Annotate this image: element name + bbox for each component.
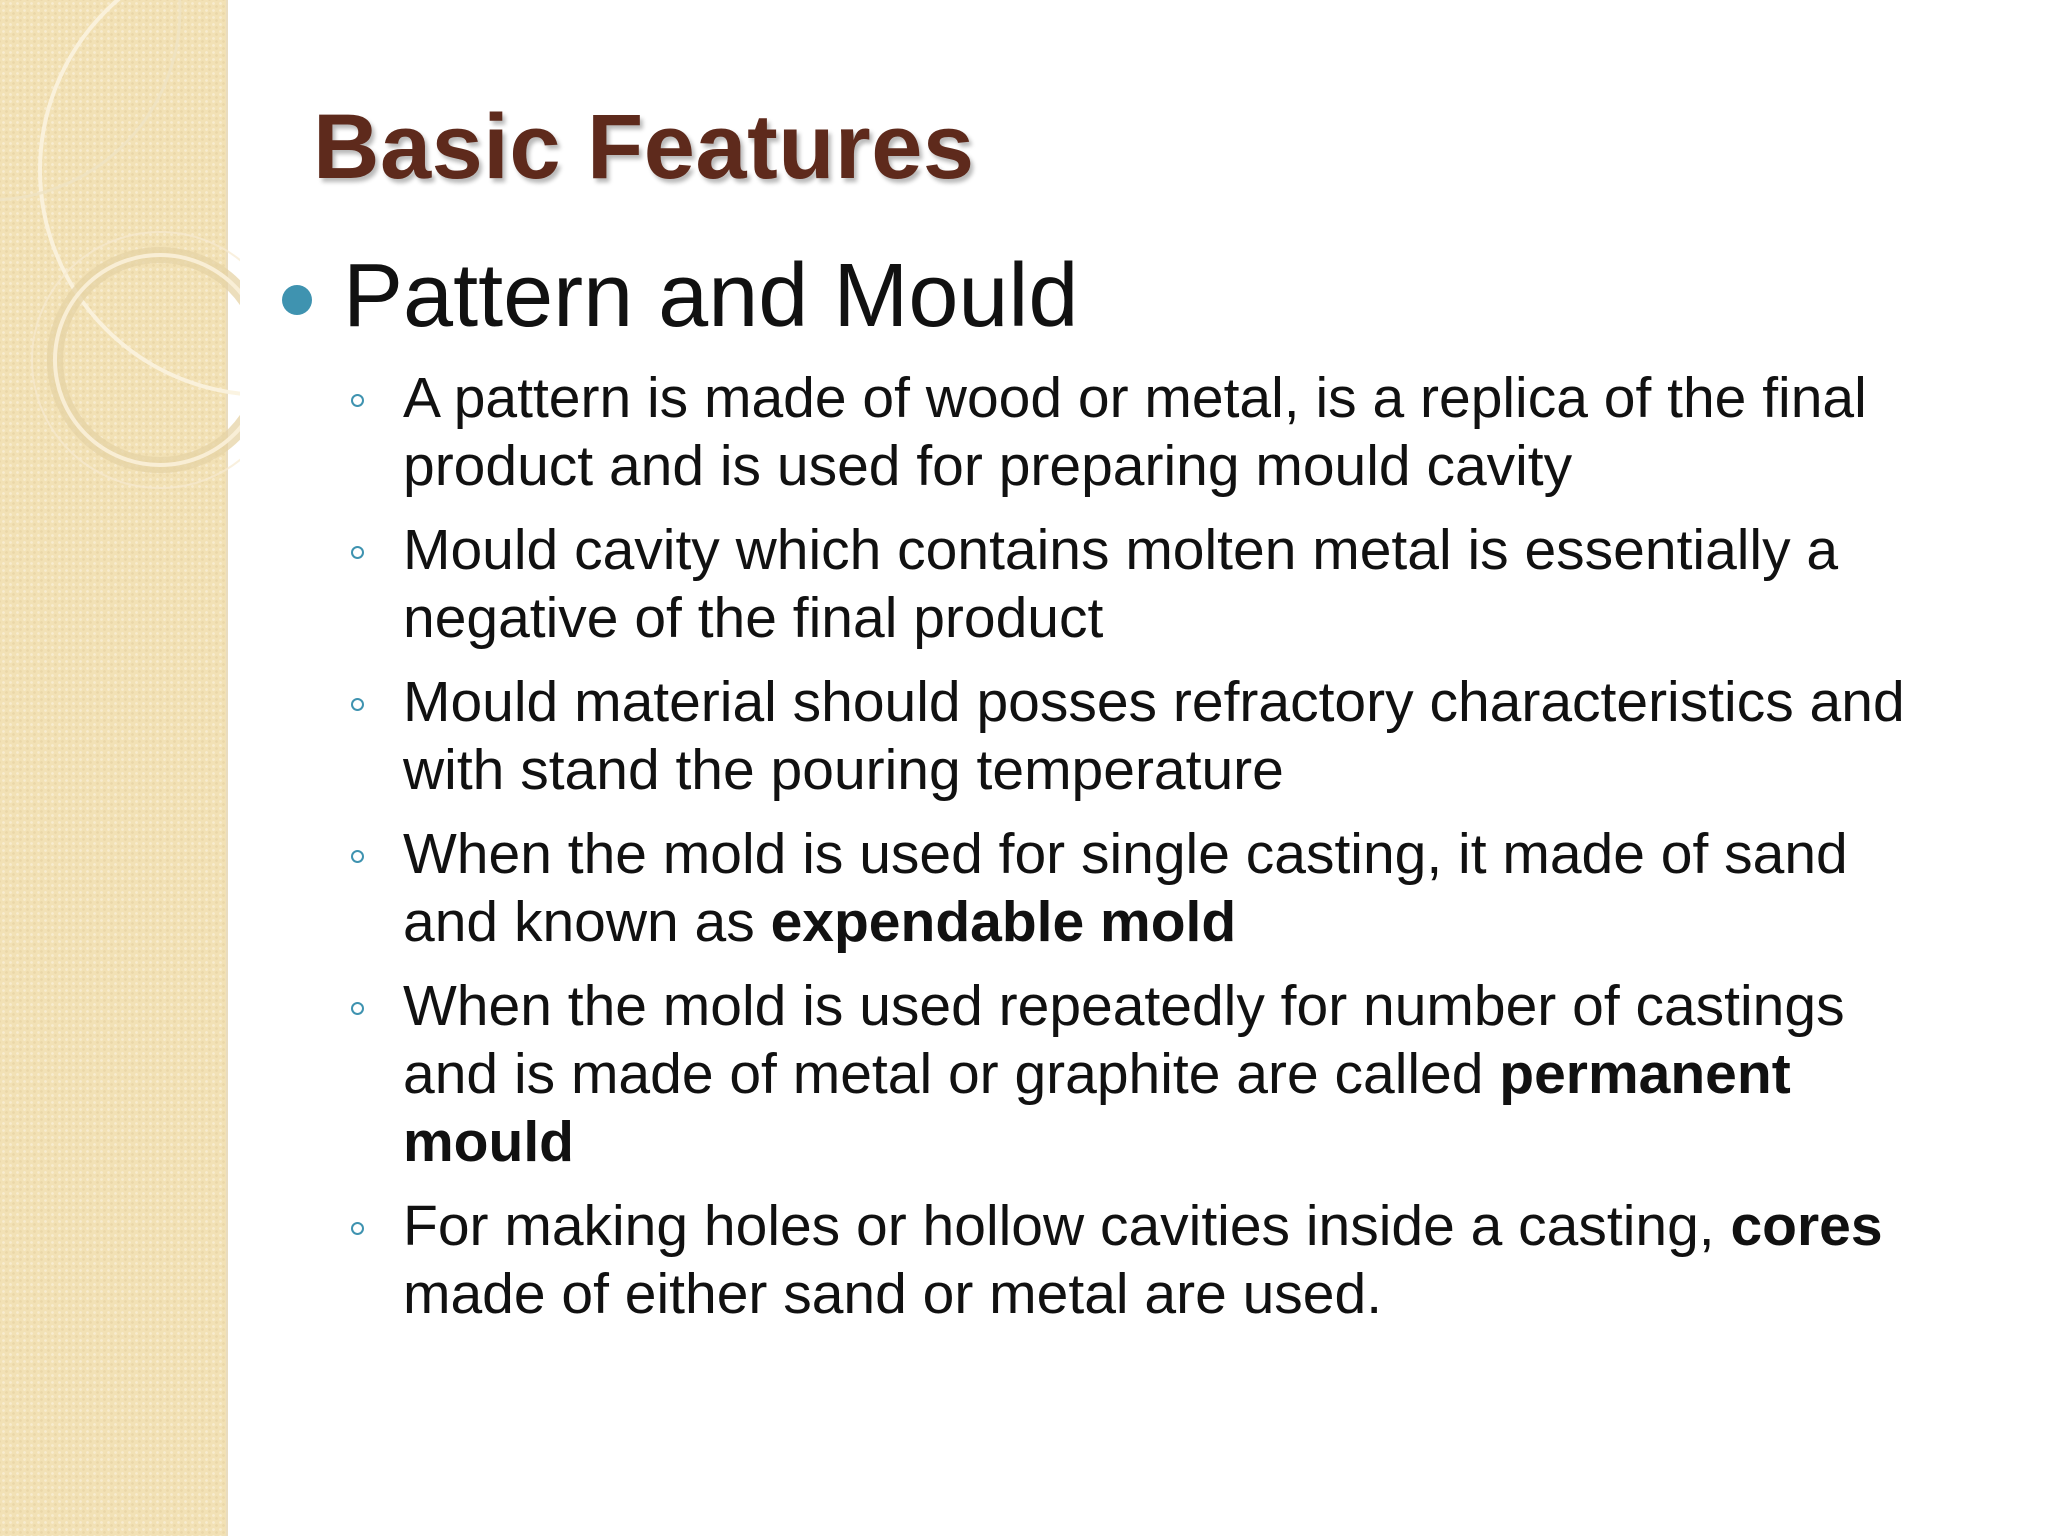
slide-title: Basic Features bbox=[313, 96, 975, 198]
list-item bbox=[351, 972, 1911, 1176]
hollow-bullet-icon bbox=[351, 698, 364, 711]
hollow-bullet-icon bbox=[351, 1002, 364, 1015]
hollow-bullet-icon bbox=[351, 546, 364, 559]
list-item bbox=[351, 516, 1911, 652]
list-item-text: When the mold is used for single casting, it made of sand and known as expendable mold bbox=[403, 822, 1848, 954]
list-item-text: Mould material should posses refractory characteristics and with stand the pouring temperature bbox=[403, 670, 1905, 802]
hollow-bullet-icon bbox=[351, 1222, 364, 1235]
hollow-bullet-icon bbox=[351, 394, 364, 407]
list-item bbox=[351, 1192, 1911, 1328]
hollow-bullet-icon bbox=[351, 850, 364, 863]
list-item-text: When the mold is used repeatedly for number of castings and is made of metal or graphite are called permanent mould bbox=[403, 974, 1845, 1174]
decorative-rings bbox=[0, 0, 240, 520]
list-item-text: For making holes or hollow cavities inside a casting, cores made of either sand or metal are used. bbox=[403, 1194, 1883, 1326]
sub-bullet-list bbox=[351, 364, 1911, 1344]
level1-text: Pattern and Mould bbox=[343, 246, 1079, 346]
list-item-text: A pattern is made of wood or metal, is a replica of the final product and is used for preparing mould cavity bbox=[403, 366, 1867, 498]
list-item bbox=[351, 668, 1911, 804]
list-item bbox=[351, 364, 1911, 500]
list-item bbox=[351, 820, 1911, 956]
list-item-text: Mould cavity which contains molten metal is essentially a negative of the final product bbox=[403, 518, 1839, 650]
filled-bullet-icon bbox=[282, 285, 312, 315]
